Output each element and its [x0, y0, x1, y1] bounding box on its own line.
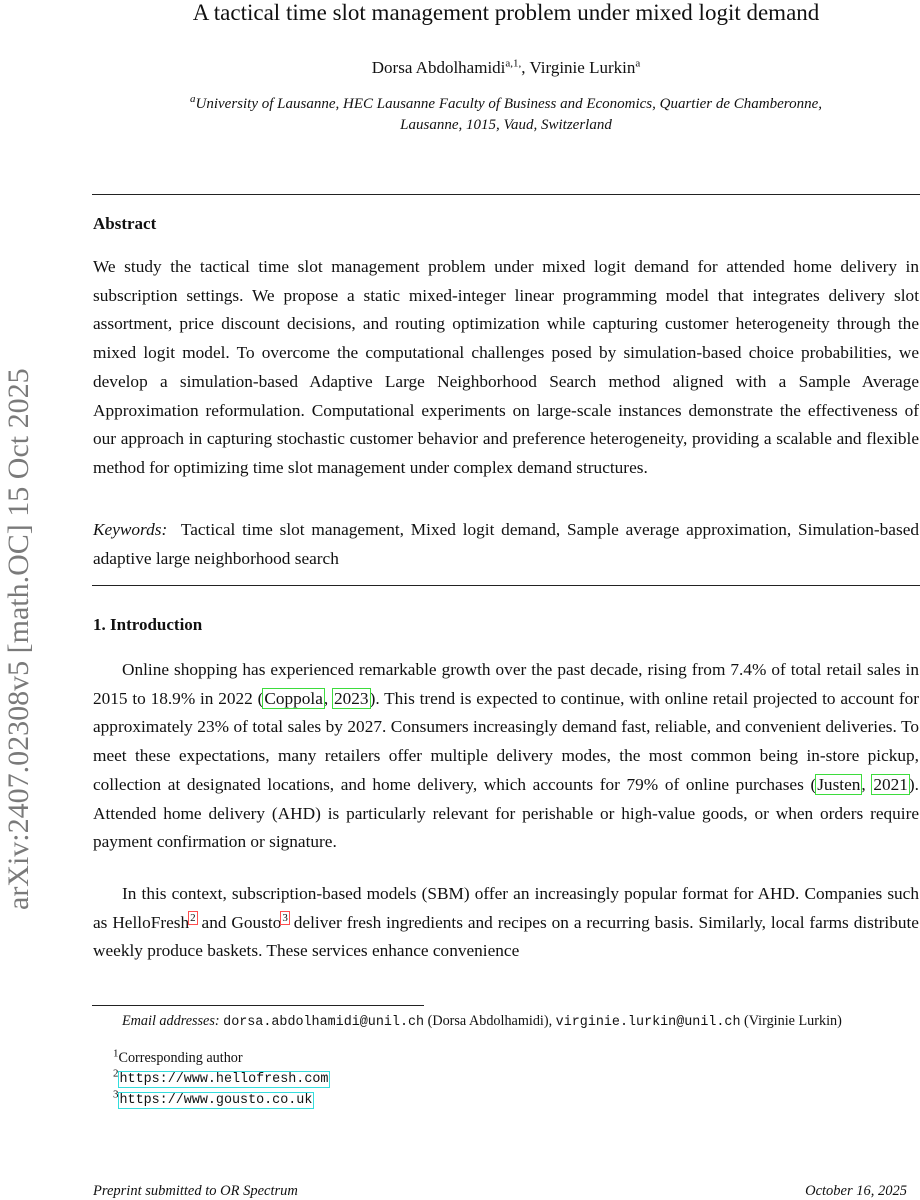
citation-link[interactable]: 2023 [334, 688, 369, 708]
keywords-label: Keywords: [93, 520, 168, 539]
text-run: , [323, 688, 333, 708]
text-run: ). This trend is expected to continue, with online retail projected to account for approximately 23% of total sales by 2027. Consumers increasingly demand fast, reliable, and convenient deliveries. To meet these expectations, many retailers offer multiple delivery modes, the most common being in-store pickup, collection at designated locations, and home delivery, which accounts for 79% of online purchases ( [93, 688, 919, 794]
intro-paragraph-2 [93, 880, 919, 966]
affiliation [180, 94, 832, 136]
footer-left: Preprint submitted to OR Spectrum [93, 1183, 298, 1199]
url-link[interactable]: https://www.hellofresh.com [119, 1072, 329, 1087]
abstract-text: We study the tactical time slot management problem under mixed logit demand for attended home delivery in subscription settings. We propose a static mixed-integer linear programming model that integrates delivery slot assortment, price discount decisions, and routing optimization while capturing customer heterogeneity through the mixed logit model. To overcome the computational challenges posed by simulation-based choice probabilities, we develop a simulation-based Adaptive Large Neighborhood Search method aligned with a Sample Average Approximation reformulation. Computational experiments on large-scale instances demonstrate the effectiveness of our approach in capturing stochastic customer behavior and preference heterogeneity, providing a scalable and flexible method for optimizing time slot management under complex demand structures. [93, 257, 919, 477]
footnote-3 [113, 1090, 920, 1110]
footnote-2 [113, 1069, 920, 1089]
footnote-link[interactable]: 2 [190, 911, 196, 924]
footnote-text: Corresponding author [118, 1050, 243, 1066]
citation-link[interactable]: 2021 [873, 774, 908, 794]
text-run: ). Attended home delivery (AHD) is particularly relevant for perishable or high-value goods, or when orders require payment confirmation or signature. [93, 774, 919, 852]
email-link[interactable]: virginie.lurkin@unil.ch [555, 1015, 741, 1030]
text-run: and Gousto [196, 912, 282, 932]
affiliation-text: University of Lausanne, HEC Lausanne Faculty of Business and Economics, Quartier de Chamberonne, Lausanne, 1015, Vaud, Switzerland [195, 96, 822, 133]
text-run: deliver fresh ingredients and recipes on a recurring basis. Similarly, local farms distribute weekly produce baskets. These services enhance convenience [93, 912, 919, 961]
author-separator: , [521, 58, 530, 77]
author-name: Dorsa Abdolhamidi [371, 58, 506, 77]
footnote-1 [113, 1049, 920, 1067]
keywords-list: Tactical time slot management, Mixed logit demand, Sample average approximation, Simulation-based adaptive large neighborhood search [93, 520, 920, 568]
arxiv-identifier: arXiv:2407.02308v5 [math.OC] 15 Oct 2025 [2, 368, 35, 910]
url-link[interactable]: https://www.gousto.co.uk [119, 1093, 313, 1108]
footnote-mark: 2 [113, 1067, 119, 1080]
intro-paragraph-1 [93, 656, 919, 857]
paper-title: A tactical time slot management problem under mixed logit demand [192, 0, 820, 25]
email-owner: (Dorsa Abdolhamidi), [424, 1013, 556, 1029]
citation-link[interactable]: Justen [817, 774, 861, 794]
text-run: , [861, 774, 873, 794]
email-label: Email addresses: [122, 1013, 220, 1029]
text-run: In this context, subscription-based models (SBM) offer an increasingly popular format for AHD. Companies such as HelloFresh [93, 884, 919, 932]
keywords [93, 516, 919, 573]
email-link[interactable]: dorsa.abdolhamidi@unil.ch [223, 1015, 425, 1030]
affiliation-superscript: a [190, 93, 196, 105]
text-run: Online shopping has experienced remarkable growth over the past decade, rising from 7.4% of total retail sales in 2015 to 18.9% in 2022 ( [93, 660, 919, 708]
author-superscript: a,1, [505, 57, 522, 70]
footnote-link[interactable]: 3 [282, 911, 288, 924]
footnote-rule [92, 1005, 424, 1006]
abstract-heading: Abstract [93, 214, 157, 233]
abstract-top-rule [92, 194, 920, 195]
author-line [0, 58, 920, 78]
footnote-mark: 1 [113, 1047, 119, 1060]
footer-right: October 16, 2025 [805, 1183, 907, 1199]
abstract-bottom-rule [92, 585, 920, 586]
author-name: Virginie Lurkin [529, 58, 636, 77]
citation-link[interactable]: Coppola [264, 688, 323, 708]
section-heading: 1. Introduction [93, 615, 203, 634]
footnote-emails [93, 1012, 919, 1032]
email-owner: (Virginie Lurkin) [740, 1013, 842, 1029]
footnote-mark: 3 [113, 1088, 119, 1101]
author-superscript: a [635, 57, 641, 70]
